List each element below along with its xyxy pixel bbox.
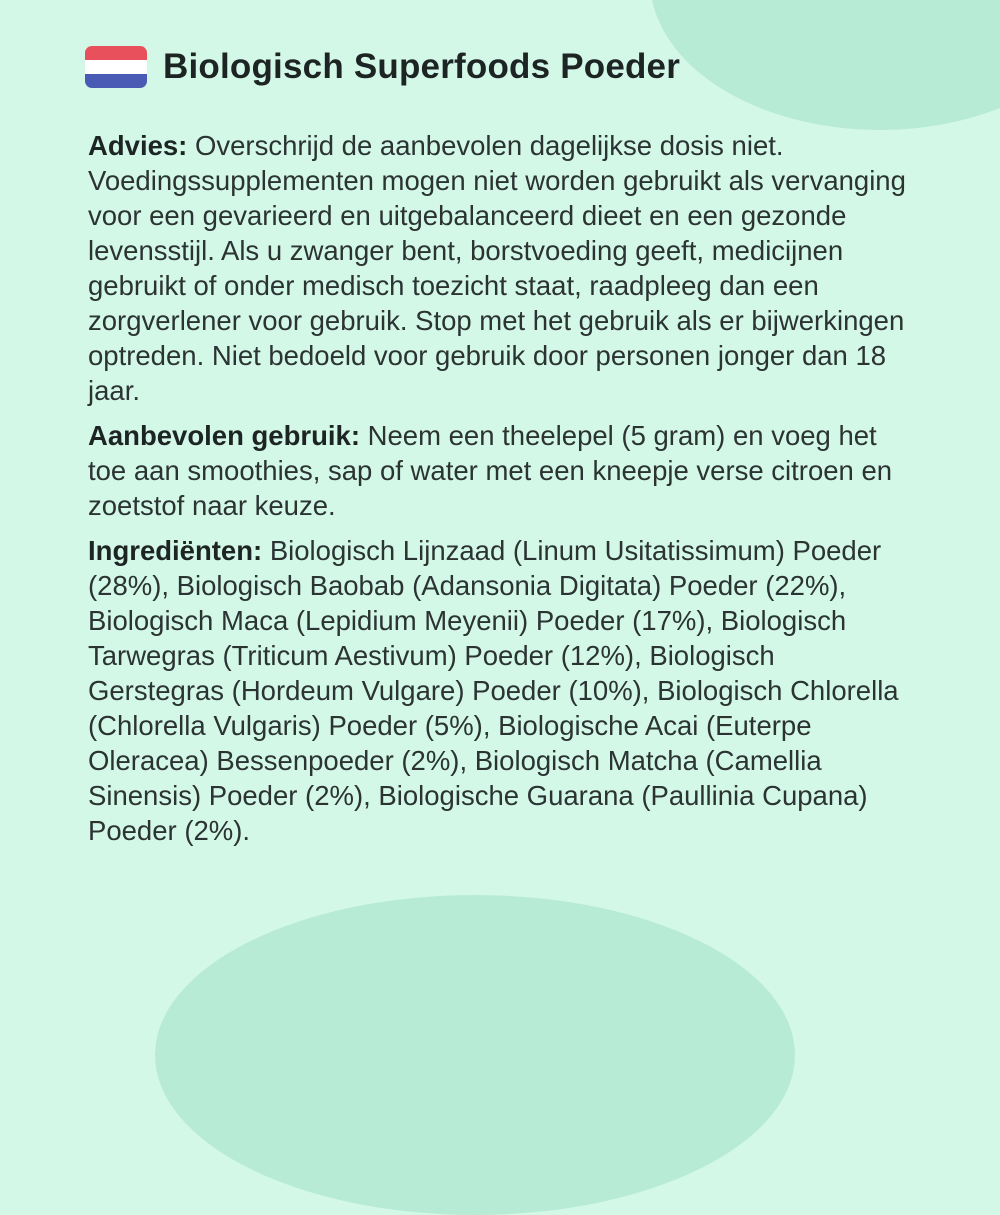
usage-label: Aanbevolen gebruik: [88, 420, 360, 451]
usage-paragraph [88, 418, 908, 523]
netherlands-flag-icon [85, 46, 147, 88]
advice-paragraph [88, 128, 908, 408]
label-content [88, 128, 908, 858]
ingredients-label: Ingrediënten: [88, 535, 263, 566]
decorative-blob-top [650, 0, 1000, 130]
page-title: Biologisch Superfoods Poeder [163, 47, 681, 86]
flag-stripe-blue [85, 74, 147, 88]
ingredients-paragraph [88, 533, 908, 848]
decorative-blob-bottom [155, 895, 795, 1215]
advice-text: Overschrijd de aanbevolen dagelijkse dosis niet. Voedingssupplementen mogen niet worden gebruikt als vervanging voor een gevarieerd en uitgebalanceerd dieet en een gezonde levensstijl. Als u zwanger bent, borstvoeding geeft, medicijnen gebruikt of onder medisch toezicht staat, raadpleeg dan een zorgverlener voor gebruik. Stop met het gebruik als er bijwerkingen optreden. Niet bedoeld voor gebruik door personen jonger dan 18 jaar. [88, 130, 906, 406]
header [85, 46, 680, 88]
advice-label: Advies: [88, 130, 188, 161]
flag-stripe-red [85, 46, 147, 60]
flag-stripe-white [85, 60, 147, 74]
ingredients-text: Biologisch Lijnzaad (Linum Usitatissimum) Poeder (28%), Biologisch Baobab (Adansonia Digitata) Poeder (22%), Biologisch Maca (Lepidium Meyenii) Poeder (17%), Biologisch Tarwegras (Triticum Aestivum) Poeder (12%), Biologisch Gerstegras (Hordeum Vulgare) Poeder (10%), Biologisch Chlorella (Chlorella Vulgaris) Poeder (5%), Biologische Acai (Euterpe Oleracea) Bessenpoeder (2%), Biologisch Matcha (Camellia Sinensis) Poeder (2%), Biologische Guarana (Paullinia Cupana) Poeder (2%). [88, 535, 899, 846]
usage-text: Neem een theelepel (5 gram) en voeg het toe aan smoothies, sap of water met een kneepje verse citroen en zoetstof naar keuze. [88, 420, 893, 521]
